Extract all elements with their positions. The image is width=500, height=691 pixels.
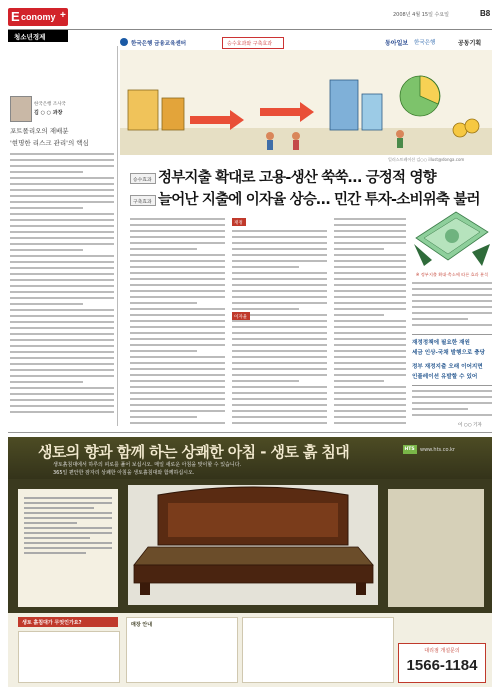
logo-prefix: E — [11, 9, 20, 24]
article-col-4 — [412, 282, 492, 330]
sponsor-left-text: 한국은행 금융교육센터 — [131, 41, 187, 47]
article-2-tag-text: 구축효과 — [133, 199, 152, 205]
article-1-tag-text: 승수효과 — [133, 177, 152, 183]
page-number: B8 — [480, 9, 491, 18]
left-quote: '현명한 리스크 관리'의 핵심 — [10, 139, 89, 147]
logo-word: conomy — [21, 12, 56, 22]
col-2-label-a — [232, 218, 246, 226]
article-bottom-rule — [8, 432, 492, 433]
sponsor-center-tag — [222, 37, 284, 49]
sponsor-right-mid: 한국은행 — [414, 40, 436, 46]
sidebar-line-3: 정부 재정지출 오래 이어지면 — [412, 364, 483, 370]
sponsor-center-text: 승수효과와 구축효과 — [227, 41, 273, 47]
ad-phone-label: 대리점 개설문의 — [424, 648, 460, 654]
ad-stores-box — [126, 617, 238, 683]
sidebar-line-2: 세금 인상-국채 발행으로 충당 — [412, 350, 486, 356]
ad-left-box-title: 생토 흙침대가 무엇인가요? — [22, 620, 82, 626]
sidebar-line-4: 인플레이션 유발할 수 있어 — [412, 374, 478, 380]
bed-illustration — [128, 485, 378, 605]
money-bill-svg — [412, 208, 492, 270]
ad-headline: 생토의 향과 함께 하는 상쾌한 아침 - 생토 흙 침대 — [38, 443, 350, 461]
section-label-text: 청소년경제 — [14, 33, 46, 41]
date-text: 2008년 4월 15일 수요일 — [393, 12, 450, 18]
ad-subline: 생토흙침대에서 하루의 피로를 풀어 보십시오. 매일 새로운 아침을 맞이할 수 있습니다. — [53, 462, 242, 468]
col-2-label-a-text: 재정 — [234, 220, 243, 226]
article-col-3 — [334, 218, 406, 428]
sponsor-left-logo — [120, 38, 128, 46]
logo-plus: + — [60, 10, 66, 21]
article-2-tag — [130, 195, 156, 206]
ad-bottom-cell-3 — [242, 617, 394, 683]
header-rule — [8, 29, 492, 30]
ad-left-box — [18, 489, 118, 607]
sidebar-box — [412, 334, 492, 386]
article-2-headline: 늘어난 지출에 이자율 상승… 민간 투자-소비위축 불러 — [158, 192, 480, 208]
article-col-4-lower — [412, 390, 492, 422]
col-2-label-b — [232, 312, 250, 320]
ad-phone-number: 1566-1184 — [406, 657, 478, 674]
article-1-tag — [130, 173, 156, 184]
article-col-2 — [232, 230, 327, 428]
top-illustration — [120, 50, 492, 155]
money-illustration — [412, 208, 492, 270]
columnist-photo — [10, 96, 32, 122]
left-column-body — [10, 153, 114, 423]
col-2-label-b-text: 이자율 — [234, 314, 248, 320]
ad-panel[interactable] — [8, 437, 492, 687]
sponsor-right-text: 공동기획 — [458, 40, 482, 47]
ad-brand-tag — [403, 445, 417, 454]
columnist-role: 한국은행 조사국 — [34, 102, 66, 107]
ad-left-box-title-bar — [18, 617, 118, 627]
left-sub-title: 포트폴리오의 재배분 — [10, 127, 69, 135]
ad-phone-box[interactable] — [398, 643, 486, 683]
ad-right-box — [388, 489, 484, 607]
ad-url[interactable]: www.hts.co.kr — [420, 447, 455, 453]
figure-credit: 일러스트레이션 김○○ illust@donga.com — [388, 157, 465, 162]
byline-right: 이 ○○ 기자 — [458, 423, 482, 428]
sponsor-right-logo: 동아일보 — [385, 40, 409, 47]
article-col-1 — [130, 218, 225, 428]
columnist-name: 김 ○ ○ 과장 — [34, 110, 63, 116]
bill-caption: ※ 정부지출 확대·축소에 따른 효과 분석 — [415, 272, 489, 277]
left-column-rule — [117, 46, 118, 426]
sidebar-title: 재정정책에 필요한 재원 — [412, 340, 470, 346]
ad-brand-tag-text: HTS — [404, 446, 415, 452]
ad-left-box-text — [24, 497, 112, 597]
ad-bottom-cell-1 — [18, 631, 120, 683]
date-line — [393, 11, 449, 18]
ad-subline-2: 365일 편안한 잠자리 상쾌한 아침을 생토흙침대와 함께하십시오. — [53, 470, 195, 476]
illustration-svg — [120, 50, 492, 155]
ad-stores-title: 매장 안내 — [131, 622, 153, 628]
article-1-headline: 정부지출 확대로 고용-생산 쑥쑥… 긍정적 영향 — [158, 170, 436, 186]
economy-logo — [8, 8, 68, 26]
